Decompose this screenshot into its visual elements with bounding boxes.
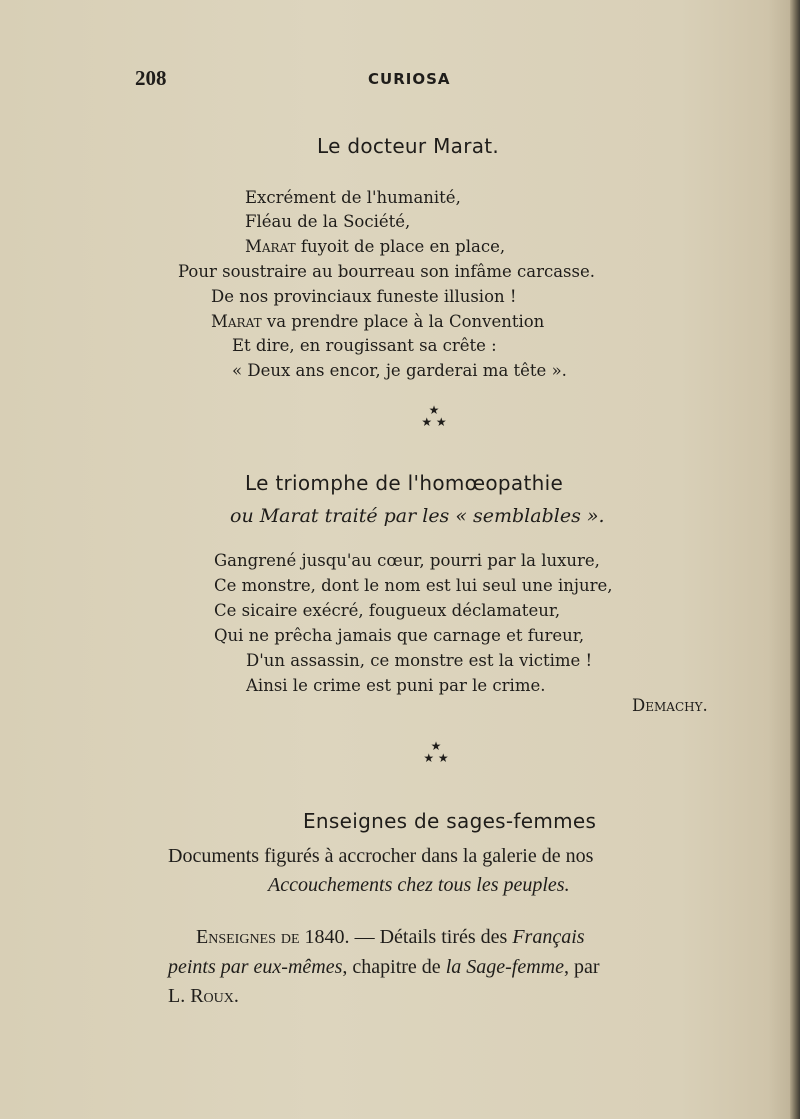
verse-line: Marat fuyoit de place en place, bbox=[245, 237, 506, 256]
author-name: L. Roux. bbox=[168, 985, 239, 1007]
paragraph-label: Enseignes de 1840. bbox=[196, 926, 350, 948]
name-smallcaps: Marat bbox=[245, 237, 296, 256]
verse-line: De nos provinciaux funeste illusion ! bbox=[211, 287, 517, 306]
verse-line: Ce sicaire exécré, fougueux déclamateur, bbox=[214, 601, 561, 620]
intro-line-italic: Accouchements chez tous les peuples. bbox=[268, 874, 570, 896]
star-top: ★ bbox=[430, 739, 442, 753]
verse-line: Ainsi le crime est puni par le crime. bbox=[246, 676, 546, 695]
paragraph-line: Enseignes de 1840. — Détails tirés des Français bbox=[196, 926, 585, 948]
verse-line: Marat va prendre place à la Convention bbox=[211, 312, 545, 331]
star-top: ★ bbox=[428, 403, 440, 417]
section-subtitle: ou Marat traité par les « semblables ». bbox=[230, 505, 605, 527]
paragraph-line: peints par eux-mêmes, chapitre de la Sage-femme, par bbox=[168, 956, 600, 978]
page-number: 208 bbox=[135, 66, 167, 90]
star-bottom: ★ ★ bbox=[421, 415, 447, 429]
verse-line: Gangrené jusqu'au cœur, pourri par la luxure, bbox=[214, 551, 600, 570]
section-title-marat: Le docteur Marat. bbox=[317, 134, 500, 158]
source-title: Français bbox=[512, 926, 585, 948]
verse-line: Et dire, en rougissant sa crête : bbox=[232, 336, 497, 355]
verse-line: Qui ne prêcha jamais que carnage et fureur, bbox=[214, 626, 585, 645]
page-edge bbox=[790, 0, 800, 1119]
star-bottom: ★ ★ bbox=[423, 751, 449, 765]
section-title-enseignes: Enseignes de sages-femmes bbox=[303, 809, 597, 833]
intro-line: Documents figurés à accrocher dans la galerie de nos bbox=[168, 845, 594, 867]
asterism bbox=[416, 740, 456, 764]
asterism bbox=[414, 404, 454, 428]
verse-line: Excrément de l'humanité, bbox=[245, 188, 461, 207]
verse-line: Fléau de la Société, bbox=[245, 212, 411, 231]
verse-line: D'un assassin, ce monstre est la victime ! bbox=[246, 651, 593, 670]
verse-line: Pour soustraire au bourreau son infâme carcasse. bbox=[178, 262, 595, 281]
name-smallcaps: Marat bbox=[211, 312, 262, 331]
verse-line: Ce monstre, dont le nom est lui seul une injure, bbox=[214, 576, 613, 595]
running-title: CURIOSA bbox=[368, 70, 451, 88]
verse-line: « Deux ans encor, je garderai ma tête ». bbox=[232, 361, 567, 380]
section-title-homoeopathie: Le triomphe de l'homœopathie bbox=[245, 471, 564, 495]
chapter-title: la Sage-femme bbox=[445, 956, 564, 978]
signature: Demachy. bbox=[632, 696, 708, 715]
